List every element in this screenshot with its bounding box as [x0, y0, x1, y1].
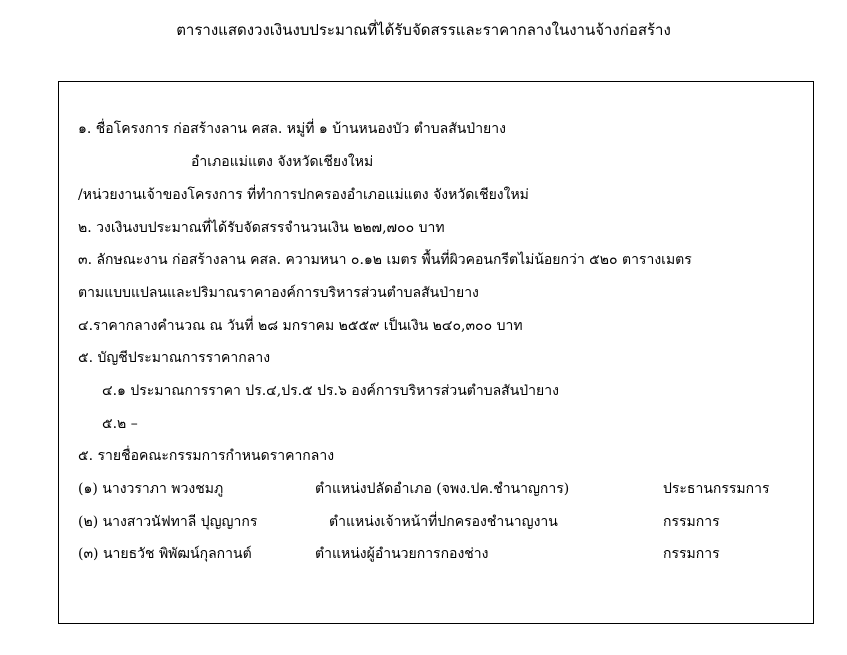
- committee-member-position: ตำแหน่งปลัดอำเภอ (จพง.ปค.ชำนาญการ): [315, 481, 570, 497]
- price-estimate-heading: ๕. บัญชีประมาณการราคากลาง: [78, 350, 271, 366]
- price-estimate-item-1: ๔.๑ ประมาณการราคา ปร.๔,ปร.๕ ปร.๖ องค์การบริหารส่วนตำบลสันป่ายาง: [102, 383, 559, 399]
- committee-member-name: (๑) นางวราภา พวงชมภู: [78, 481, 224, 497]
- price-estimate-item-2: ๕.๒ –: [102, 416, 138, 432]
- committee-member-name: (๒) นางสาวนัฟทาลี ปุญญากร: [78, 514, 258, 530]
- committee-member-name: (๓) นายธวัช พิพัฒน์กุลกานต์: [78, 546, 252, 562]
- document-title: ตารางแสดงวงเงินงบประมาณที่ได้รับจัดสรรและราคากลางในงานจ้างก่อสร้าง: [176, 21, 671, 39]
- project-name-line: ๑. ชื่อโครงการ ก่อสร้างลาน คสล. หมู่ที่ ๑ บ้านหนองบัว ตำบลสันป่ายาง: [78, 121, 506, 137]
- committee-member-role: กรรมการ: [663, 514, 720, 530]
- budget-line: ๒. วงเงินงบประมาณที่ได้รับจัดสรรจำนวนเงิน ๒๒๗,๗๐๐ บาท: [78, 220, 445, 236]
- content-box: [58, 81, 814, 624]
- committee-member-role: กรรมการ: [663, 546, 720, 562]
- committee-heading: ๕. รายชื่อคณะกรรมการกำหนดราคากลาง: [78, 448, 335, 464]
- work-description-line: ๓. ลักษณะงาน ก่อสร้างลาน คสล. ความหนา ๐.๑๒ เมตร พื้นที่ผิวคอนกรีตไม่น้อยกว่า ๕๒๐ ตารางเมตร: [78, 252, 692, 268]
- work-description-cont-line: ตามแบบแปลนและปริมาณราคาองค์การบริหารส่วนตำบลสันป่ายาง: [78, 285, 479, 301]
- median-price-line: ๔.ราคากลางคำนวณ ณ วันที่ ๒๘ มกราคม ๒๕๕๙ เป็นเงิน ๒๔๐,๓๐๐ บาท: [78, 318, 523, 334]
- committee-member-position: ตำแหน่งเจ้าหน้าที่ปกครองชำนาญงาน: [329, 514, 558, 530]
- committee-member-position: ตำแหน่งผู้อำนวยการกองช่าง: [315, 546, 489, 562]
- committee-member-role: ประธานกรรมการ: [663, 481, 770, 497]
- agency-line: /หน่วยงานเจ้าของโครงการ ที่ทำการปกครองอำเภอแม่แตง จังหวัดเชียงใหม่: [78, 187, 529, 203]
- project-location-line: อำเภอแม่แตง จังหวัดเชียงใหม่: [191, 154, 374, 170]
